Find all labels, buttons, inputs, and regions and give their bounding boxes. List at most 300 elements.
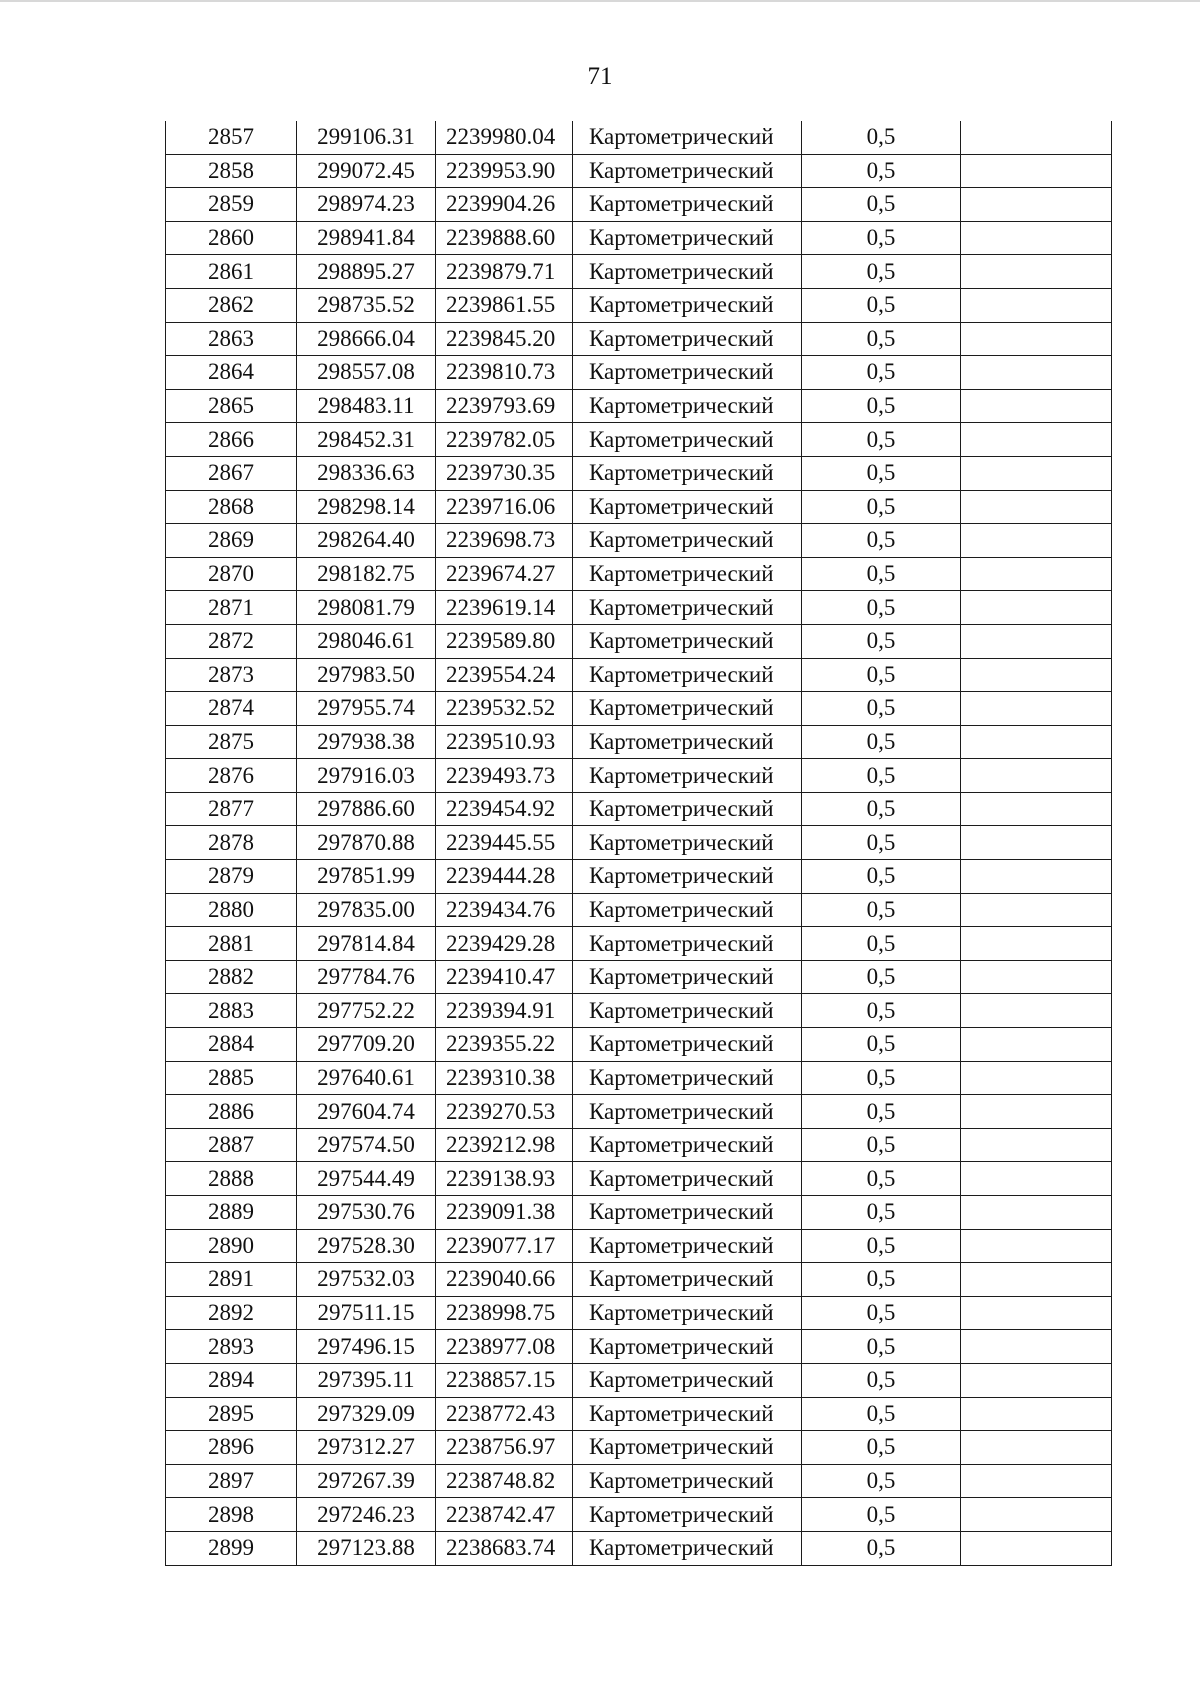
note-cell — [961, 356, 1112, 390]
table-row — [166, 389, 1112, 423]
method-cell: Картометрический — [573, 490, 802, 524]
table-row — [166, 860, 1112, 894]
accuracy-cell: 0,5 — [802, 1229, 961, 1263]
point-number-cell: 2869 — [166, 524, 297, 558]
y-coordinate-cell: 2238857.15 — [436, 1363, 573, 1397]
note-cell — [961, 1028, 1112, 1062]
y-coordinate-cell: 2238683.74 — [436, 1531, 573, 1565]
point-number-cell: 2865 — [166, 389, 297, 423]
note-cell — [961, 792, 1112, 826]
scan-edge-line — [0, 0, 1200, 2]
accuracy-cell: 0,5 — [802, 960, 961, 994]
point-number-cell: 2887 — [166, 1128, 297, 1162]
accuracy-cell: 0,5 — [802, 1296, 961, 1330]
method-cell: Картометрический — [573, 826, 802, 860]
y-coordinate-cell: 2239429.28 — [436, 927, 573, 961]
point-number-cell: 2872 — [166, 624, 297, 658]
x-coordinate-cell: 297938.38 — [297, 725, 436, 759]
x-coordinate-cell: 297329.09 — [297, 1397, 436, 1431]
note-cell — [961, 624, 1112, 658]
point-number-cell: 2899 — [166, 1531, 297, 1565]
y-coordinate-cell: 2238998.75 — [436, 1296, 573, 1330]
method-cell: Картометрический — [573, 1397, 802, 1431]
note-cell — [961, 1397, 1112, 1431]
accuracy-cell: 0,5 — [802, 557, 961, 591]
accuracy-cell: 0,5 — [802, 1431, 961, 1465]
point-number-cell: 2862 — [166, 288, 297, 322]
y-coordinate-cell: 2239879.71 — [436, 255, 573, 289]
note-cell — [961, 1431, 1112, 1465]
note-cell — [961, 188, 1112, 222]
point-number-cell: 2878 — [166, 826, 297, 860]
x-coordinate-cell: 297886.60 — [297, 792, 436, 826]
point-number-cell: 2888 — [166, 1162, 297, 1196]
x-coordinate-cell: 298081.79 — [297, 591, 436, 625]
x-coordinate-cell: 297640.61 — [297, 1061, 436, 1095]
accuracy-cell: 0,5 — [802, 221, 961, 255]
y-coordinate-cell: 2239980.04 — [436, 121, 573, 154]
x-coordinate-cell: 297246.23 — [297, 1498, 436, 1532]
accuracy-cell: 0,5 — [802, 154, 961, 188]
accuracy-cell: 0,5 — [802, 658, 961, 692]
table-row — [166, 1531, 1112, 1565]
x-coordinate-cell: 299072.45 — [297, 154, 436, 188]
table-row — [166, 1296, 1112, 1330]
method-cell: Картометрический — [573, 255, 802, 289]
note-cell — [961, 524, 1112, 558]
note-cell — [961, 591, 1112, 625]
x-coordinate-cell: 297851.99 — [297, 860, 436, 894]
y-coordinate-cell: 2239510.93 — [436, 725, 573, 759]
method-cell: Картометрический — [573, 1531, 802, 1565]
point-number-cell: 2892 — [166, 1296, 297, 1330]
accuracy-cell: 0,5 — [802, 1330, 961, 1364]
accuracy-cell: 0,5 — [802, 591, 961, 625]
note-cell — [961, 1464, 1112, 1498]
method-cell: Картометрический — [573, 658, 802, 692]
method-cell: Картометрический — [573, 1330, 802, 1364]
y-coordinate-cell: 2238748.82 — [436, 1464, 573, 1498]
note-cell — [961, 960, 1112, 994]
note-cell — [961, 994, 1112, 1028]
accuracy-cell: 0,5 — [802, 1095, 961, 1129]
method-cell: Картометрический — [573, 1229, 802, 1263]
y-coordinate-cell: 2239444.28 — [436, 860, 573, 894]
x-coordinate-cell: 299106.31 — [297, 121, 436, 154]
y-coordinate-cell: 2239454.92 — [436, 792, 573, 826]
method-cell: Картометрический — [573, 423, 802, 457]
method-cell: Картометрический — [573, 288, 802, 322]
x-coordinate-cell: 297983.50 — [297, 658, 436, 692]
x-coordinate-cell: 298895.27 — [297, 255, 436, 289]
y-coordinate-cell: 2239619.14 — [436, 591, 573, 625]
point-number-cell: 2867 — [166, 456, 297, 490]
table-row — [166, 1128, 1112, 1162]
note-cell — [961, 860, 1112, 894]
table-row — [166, 591, 1112, 625]
table-row — [166, 994, 1112, 1028]
y-coordinate-cell: 2239493.73 — [436, 759, 573, 793]
accuracy-cell: 0,5 — [802, 1531, 961, 1565]
coordinates-table — [165, 121, 1112, 1566]
method-cell: Картометрический — [573, 725, 802, 759]
note-cell — [961, 1296, 1112, 1330]
method-cell: Картометрический — [573, 1263, 802, 1297]
coordinates-table-body — [166, 121, 1112, 1565]
y-coordinate-cell: 2239040.66 — [436, 1263, 573, 1297]
x-coordinate-cell: 297496.15 — [297, 1330, 436, 1364]
x-coordinate-cell: 298666.04 — [297, 322, 436, 356]
point-number-cell: 2876 — [166, 759, 297, 793]
method-cell: Картометрический — [573, 960, 802, 994]
accuracy-cell: 0,5 — [802, 255, 961, 289]
table-row — [166, 221, 1112, 255]
table-row — [166, 188, 1112, 222]
y-coordinate-cell: 2239589.80 — [436, 624, 573, 658]
x-coordinate-cell: 297604.74 — [297, 1095, 436, 1129]
method-cell: Картометрический — [573, 624, 802, 658]
method-cell: Картометрический — [573, 759, 802, 793]
accuracy-cell: 0,5 — [802, 423, 961, 457]
x-coordinate-cell: 297511.15 — [297, 1296, 436, 1330]
table-row — [166, 288, 1112, 322]
accuracy-cell: 0,5 — [802, 994, 961, 1028]
y-coordinate-cell: 2239138.93 — [436, 1162, 573, 1196]
point-number-cell: 2880 — [166, 893, 297, 927]
x-coordinate-cell: 297709.20 — [297, 1028, 436, 1062]
table-row — [166, 1263, 1112, 1297]
accuracy-cell: 0,5 — [802, 456, 961, 490]
note-cell — [961, 557, 1112, 591]
accuracy-cell: 0,5 — [802, 759, 961, 793]
accuracy-cell: 0,5 — [802, 490, 961, 524]
point-number-cell: 2884 — [166, 1028, 297, 1062]
x-coordinate-cell: 297955.74 — [297, 692, 436, 726]
point-number-cell: 2883 — [166, 994, 297, 1028]
note-cell — [961, 221, 1112, 255]
x-coordinate-cell: 298182.75 — [297, 557, 436, 591]
method-cell: Картометрический — [573, 994, 802, 1028]
note-cell — [961, 1095, 1112, 1129]
accuracy-cell: 0,5 — [802, 725, 961, 759]
y-coordinate-cell: 2239410.47 — [436, 960, 573, 994]
x-coordinate-cell: 298452.31 — [297, 423, 436, 457]
table-row — [166, 121, 1112, 154]
table-row — [166, 1061, 1112, 1095]
table-row — [166, 1363, 1112, 1397]
table-row — [166, 490, 1112, 524]
x-coordinate-cell: 298046.61 — [297, 624, 436, 658]
accuracy-cell: 0,5 — [802, 188, 961, 222]
accuracy-cell: 0,5 — [802, 389, 961, 423]
y-coordinate-cell: 2239698.73 — [436, 524, 573, 558]
table-row — [166, 1095, 1112, 1129]
x-coordinate-cell: 297752.22 — [297, 994, 436, 1028]
method-cell: Картометрический — [573, 356, 802, 390]
x-coordinate-cell: 297544.49 — [297, 1162, 436, 1196]
table-row — [166, 456, 1112, 490]
point-number-cell: 2895 — [166, 1397, 297, 1431]
method-cell: Картометрический — [573, 1095, 802, 1129]
table-row — [166, 255, 1112, 289]
accuracy-cell: 0,5 — [802, 288, 961, 322]
note-cell — [961, 121, 1112, 154]
note-cell — [961, 1263, 1112, 1297]
x-coordinate-cell: 297835.00 — [297, 893, 436, 927]
note-cell — [961, 826, 1112, 860]
point-number-cell: 2886 — [166, 1095, 297, 1129]
point-number-cell: 2881 — [166, 927, 297, 961]
accuracy-cell: 0,5 — [802, 1128, 961, 1162]
note-cell — [961, 288, 1112, 322]
accuracy-cell: 0,5 — [802, 893, 961, 927]
y-coordinate-cell: 2239355.22 — [436, 1028, 573, 1062]
table-row — [166, 322, 1112, 356]
y-coordinate-cell: 2239077.17 — [436, 1229, 573, 1263]
method-cell: Картометрический — [573, 456, 802, 490]
point-number-cell: 2879 — [166, 860, 297, 894]
point-number-cell: 2858 — [166, 154, 297, 188]
note-cell — [961, 255, 1112, 289]
x-coordinate-cell: 298298.14 — [297, 490, 436, 524]
table-row — [166, 624, 1112, 658]
note-cell — [961, 423, 1112, 457]
point-number-cell: 2859 — [166, 188, 297, 222]
note-cell — [961, 1229, 1112, 1263]
table-row — [166, 1330, 1112, 1364]
table-row — [166, 692, 1112, 726]
note-cell — [961, 389, 1112, 423]
y-coordinate-cell: 2239861.55 — [436, 288, 573, 322]
y-coordinate-cell: 2239730.35 — [436, 456, 573, 490]
accuracy-cell: 0,5 — [802, 121, 961, 154]
point-number-cell: 2857 — [166, 121, 297, 154]
accuracy-cell: 0,5 — [802, 860, 961, 894]
note-cell — [961, 1498, 1112, 1532]
y-coordinate-cell: 2239782.05 — [436, 423, 573, 457]
y-coordinate-cell: 2239532.52 — [436, 692, 573, 726]
table-row — [166, 557, 1112, 591]
table-row — [166, 356, 1112, 390]
note-cell — [961, 658, 1112, 692]
method-cell: Картометрический — [573, 154, 802, 188]
y-coordinate-cell: 2239674.27 — [436, 557, 573, 591]
note-cell — [961, 1061, 1112, 1095]
table-row — [166, 154, 1112, 188]
point-number-cell: 2894 — [166, 1363, 297, 1397]
method-cell: Картометрический — [573, 1498, 802, 1532]
point-number-cell: 2866 — [166, 423, 297, 457]
method-cell: Картометрический — [573, 893, 802, 927]
x-coordinate-cell: 297532.03 — [297, 1263, 436, 1297]
accuracy-cell: 0,5 — [802, 1397, 961, 1431]
x-coordinate-cell: 297784.76 — [297, 960, 436, 994]
method-cell: Картометрический — [573, 792, 802, 826]
x-coordinate-cell: 298264.40 — [297, 524, 436, 558]
y-coordinate-cell: 2239310.38 — [436, 1061, 573, 1095]
point-number-cell: 2877 — [166, 792, 297, 826]
point-number-cell: 2889 — [166, 1196, 297, 1230]
table-row — [166, 1196, 1112, 1230]
note-cell — [961, 893, 1112, 927]
point-number-cell: 2897 — [166, 1464, 297, 1498]
table-row — [166, 725, 1112, 759]
y-coordinate-cell: 2239394.91 — [436, 994, 573, 1028]
accuracy-cell: 0,5 — [802, 1028, 961, 1062]
x-coordinate-cell: 297530.76 — [297, 1196, 436, 1230]
accuracy-cell: 0,5 — [802, 1263, 961, 1297]
accuracy-cell: 0,5 — [802, 322, 961, 356]
note-cell — [961, 692, 1112, 726]
page-number: 71 — [587, 63, 613, 90]
note-cell — [961, 1330, 1112, 1364]
y-coordinate-cell: 2239904.26 — [436, 188, 573, 222]
method-cell: Картометрический — [573, 121, 802, 154]
point-number-cell: 2893 — [166, 1330, 297, 1364]
method-cell: Картометрический — [573, 692, 802, 726]
x-coordinate-cell: 297574.50 — [297, 1128, 436, 1162]
note-cell — [961, 1162, 1112, 1196]
point-number-cell: 2882 — [166, 960, 297, 994]
point-number-cell: 2864 — [166, 356, 297, 390]
note-cell — [961, 490, 1112, 524]
y-coordinate-cell: 2239554.24 — [436, 658, 573, 692]
accuracy-cell: 0,5 — [802, 826, 961, 860]
method-cell: Картометрический — [573, 188, 802, 222]
y-coordinate-cell: 2239445.55 — [436, 826, 573, 860]
y-coordinate-cell: 2238772.43 — [436, 1397, 573, 1431]
point-number-cell: 2871 — [166, 591, 297, 625]
method-cell: Картометрический — [573, 322, 802, 356]
y-coordinate-cell: 2239212.98 — [436, 1128, 573, 1162]
method-cell: Картометрический — [573, 1363, 802, 1397]
note-cell — [961, 1531, 1112, 1565]
y-coordinate-cell: 2239091.38 — [436, 1196, 573, 1230]
table-row — [166, 893, 1112, 927]
y-coordinate-cell: 2239716.06 — [436, 490, 573, 524]
method-cell: Картометрический — [573, 591, 802, 625]
accuracy-cell: 0,5 — [802, 524, 961, 558]
note-cell — [961, 1363, 1112, 1397]
method-cell: Картометрический — [573, 860, 802, 894]
note-cell — [961, 1196, 1112, 1230]
x-coordinate-cell: 298557.08 — [297, 356, 436, 390]
method-cell: Картометрический — [573, 221, 802, 255]
method-cell: Картометрический — [573, 927, 802, 961]
note-cell — [961, 1128, 1112, 1162]
accuracy-cell: 0,5 — [802, 1162, 961, 1196]
method-cell: Картометрический — [573, 524, 802, 558]
table-row — [166, 1498, 1112, 1532]
method-cell: Картометрический — [573, 557, 802, 591]
point-number-cell: 2868 — [166, 490, 297, 524]
note-cell — [961, 322, 1112, 356]
method-cell: Картометрический — [573, 1028, 802, 1062]
x-coordinate-cell: 297916.03 — [297, 759, 436, 793]
x-coordinate-cell: 297395.11 — [297, 1363, 436, 1397]
note-cell — [961, 725, 1112, 759]
table-row — [166, 1229, 1112, 1263]
x-coordinate-cell: 297528.30 — [297, 1229, 436, 1263]
x-coordinate-cell: 298941.84 — [297, 221, 436, 255]
accuracy-cell: 0,5 — [802, 356, 961, 390]
point-number-cell: 2861 — [166, 255, 297, 289]
table-row — [166, 792, 1112, 826]
accuracy-cell: 0,5 — [802, 692, 961, 726]
method-cell: Картометрический — [573, 1128, 802, 1162]
accuracy-cell: 0,5 — [802, 1196, 961, 1230]
table-row — [166, 1028, 1112, 1062]
table-row — [166, 1162, 1112, 1196]
note-cell — [961, 154, 1112, 188]
x-coordinate-cell: 298974.23 — [297, 188, 436, 222]
table-row — [166, 927, 1112, 961]
y-coordinate-cell: 2239270.53 — [436, 1095, 573, 1129]
y-coordinate-cell: 2239434.76 — [436, 893, 573, 927]
point-number-cell: 2875 — [166, 725, 297, 759]
x-coordinate-cell: 298735.52 — [297, 288, 436, 322]
point-number-cell: 2870 — [166, 557, 297, 591]
point-number-cell: 2896 — [166, 1431, 297, 1465]
point-number-cell: 2898 — [166, 1498, 297, 1532]
note-cell — [961, 927, 1112, 961]
accuracy-cell: 0,5 — [802, 927, 961, 961]
method-cell: Картометрический — [573, 1061, 802, 1095]
y-coordinate-cell: 2238756.97 — [436, 1431, 573, 1465]
point-number-cell: 2873 — [166, 658, 297, 692]
x-coordinate-cell: 298483.11 — [297, 389, 436, 423]
method-cell: Картометрический — [573, 1196, 802, 1230]
accuracy-cell: 0,5 — [802, 792, 961, 826]
y-coordinate-cell: 2239793.69 — [436, 389, 573, 423]
table-row — [166, 759, 1112, 793]
method-cell: Картометрический — [573, 389, 802, 423]
y-coordinate-cell: 2239845.20 — [436, 322, 573, 356]
y-coordinate-cell: 2239810.73 — [436, 356, 573, 390]
method-cell: Картометрический — [573, 1162, 802, 1196]
table-row — [166, 960, 1112, 994]
table-row — [166, 1397, 1112, 1431]
point-number-cell: 2885 — [166, 1061, 297, 1095]
y-coordinate-cell: 2238977.08 — [436, 1330, 573, 1364]
x-coordinate-cell: 297870.88 — [297, 826, 436, 860]
y-coordinate-cell: 2239888.60 — [436, 221, 573, 255]
table-row — [166, 658, 1112, 692]
table-row — [166, 524, 1112, 558]
point-number-cell: 2890 — [166, 1229, 297, 1263]
table-row — [166, 423, 1112, 457]
method-cell: Картометрический — [573, 1431, 802, 1465]
method-cell: Картометрический — [573, 1296, 802, 1330]
x-coordinate-cell: 297312.27 — [297, 1431, 436, 1465]
y-coordinate-cell: 2239953.90 — [436, 154, 573, 188]
point-number-cell: 2874 — [166, 692, 297, 726]
x-coordinate-cell: 297814.84 — [297, 927, 436, 961]
table-row — [166, 826, 1112, 860]
point-number-cell: 2860 — [166, 221, 297, 255]
accuracy-cell: 0,5 — [802, 1464, 961, 1498]
point-number-cell: 2891 — [166, 1263, 297, 1297]
x-coordinate-cell: 298336.63 — [297, 456, 436, 490]
x-coordinate-cell: 297123.88 — [297, 1531, 436, 1565]
point-number-cell: 2863 — [166, 322, 297, 356]
y-coordinate-cell: 2238742.47 — [436, 1498, 573, 1532]
accuracy-cell: 0,5 — [802, 624, 961, 658]
accuracy-cell: 0,5 — [802, 1363, 961, 1397]
method-cell: Картометрический — [573, 1464, 802, 1498]
table-row — [166, 1464, 1112, 1498]
table-row — [166, 1431, 1112, 1465]
